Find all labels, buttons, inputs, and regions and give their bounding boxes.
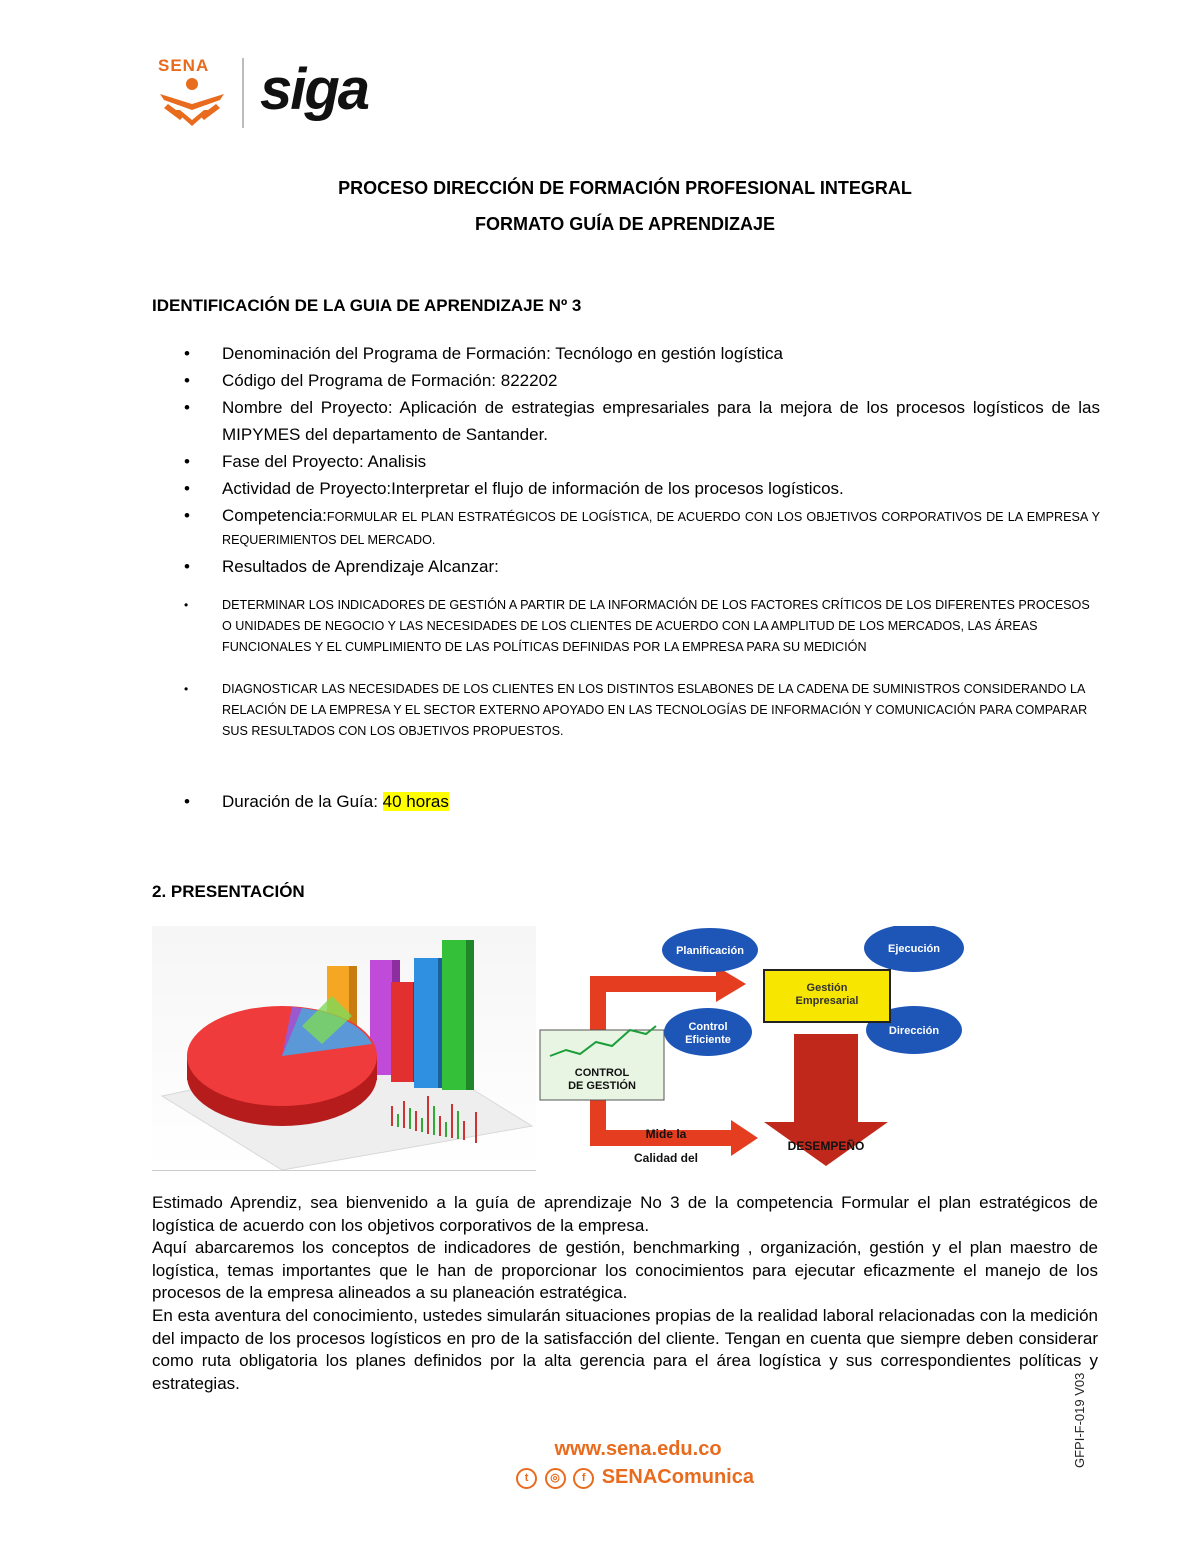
diagram-control-gestion-2: DE GESTIÓN <box>568 1080 636 1092</box>
management-diagram-image <box>536 926 988 1170</box>
diagram-gestion-1: Gestión <box>806 982 848 994</box>
diagram-desempeno: DESEMPEÑO <box>787 1139 865 1153</box>
social-handle: SENAComunica <box>601 1466 754 1488</box>
footer-social[interactable] <box>0 1466 1200 1489</box>
duracion-value: 40 horas <box>382 792 449 811</box>
footer-url-link[interactable]: www.sena.edu.co <box>554 1438 722 1460</box>
paragraph: Estimado Aprendiz, sea bienvenido a la guía de aprendizaje No 3 de la competencia Formular el plan estratégicos de logística de acuerdo con los objetivos corporativos de la empresa. <box>152 1193 1098 1235</box>
bullet-icon: • <box>184 479 190 498</box>
facebook-icon[interactable]: f <box>573 1468 594 1489</box>
presentation-heading: 2. PRESENTACIÓN <box>152 882 305 901</box>
bullet-icon: • <box>184 792 190 811</box>
document-code: GFPI-F-019 V03 <box>1072 1372 1087 1468</box>
bullet-icon: • <box>184 452 190 471</box>
list-item: • Nombre del Proyecto: Aplicación de estrategias empresariales para la mejora de los procesos logísticos de las MIPYMES del departamento de Santander. <box>150 394 1100 448</box>
sena-logo-icon <box>154 76 230 128</box>
diagram-direccion: Dirección <box>888 1025 940 1037</box>
sena-logo-text: SENA <box>158 56 210 75</box>
diagram-control-gestion-1: CONTROL <box>574 1067 630 1079</box>
resultado-item: • DIAGNOSTICAR LAS NECESIDADES DE LOS CLIENTES EN LOS DISTINTOS ESLABONES DE LA CADENA DE SUMINISTROS CONSIDERANDO LA RELACIÓN DE LA EMPRESA Y EL SECTOR EXTERNO APOYADO EN LAS TECNOLOGÍAS DE INFORMACIÓN Y COMUNICACIÓN PARA COMPARAR SUS RESULTADOS CON LOS OBJETIVOS PROPUESTOS. <box>150 679 1100 742</box>
bullet-icon: • <box>184 344 190 363</box>
list-item: • Actividad de Proyecto:Interpretar el flujo de información de los procesos logísticos. <box>150 475 1100 502</box>
diagram-gestion-2: Empresarial <box>795 995 859 1007</box>
list-item: • Denominación del Programa de Formación: Tecnólogo en gestión logística <box>150 340 1100 367</box>
diagram-mide-1: Mide la <box>645 1127 687 1141</box>
diagram-control-1: Control <box>688 1021 728 1033</box>
list-item-competencia: • Competencia:FORMULAR EL PLAN ESTRATÉGICOS DE LOGÍSTICA, DE ACUERDO CON LOS OBJETIVOS CORPORATIVOS DE LA EMPRESA Y REQUERIMIENTOS DEL MERCADO. <box>184 506 1100 547</box>
bullet-icon: • <box>184 682 189 696</box>
diagram-mide-2: Calidad del <box>633 1151 699 1165</box>
logo-header <box>150 52 390 132</box>
paragraph: Aquí abarcaremos los conceptos de indicadores de gestión, benchmarking , organización, gestión y el plan maestro de logística, temas importantes que le han de proporcionar los conocimientos para ejecutar eficazmente el manejo de los procesos de la empresa alineados a su planeación estratégica. <box>152 1238 1098 1303</box>
page-title-line2: FORMATO GUÍA DE APRENDIZAJE <box>474 214 775 234</box>
twitter-icon[interactable]: t <box>516 1468 537 1489</box>
instagram-icon[interactable]: ◎ <box>545 1468 566 1489</box>
paragraph: En esta aventura del conocimiento, ustedes simularán situaciones propias de la realidad laboral relacionadas con la medición del impacto de los procesos logísticos en pro de la satisfacción del cliente. Tengan en cuenta que siempre deben considerar como ruta obligatoria los planes definidos por la alta gerencia para el área logística y sus correspondientes políticas y estrategias. <box>152 1305 1098 1393</box>
bullet-icon: • <box>184 557 190 576</box>
page-title-line1: PROCESO DIRECCIÓN DE FORMACIÓN PROFESIONAL INTEGRAL <box>338 178 912 198</box>
diagram-control-2: Eficiente <box>685 1034 731 1046</box>
resultado-item: • DETERMINAR LOS INDICADORES DE GESTIÓN A PARTIR DE LA INFORMACIÓN DE LOS FACTORES CRÍTICOS DE LOS DIFERENTES PROCESOS O UNIDADES DE NEGOCIO Y LAS NECESIDADES DE LOS CLIENTES DE ACUERDO CON LA AMPLITUD DE LOS MERCADOS, LAS ÁREAS FUNCIONALES Y EL CUMPLIMIENTO DE LAS POLÍTICAS DEFINIDAS POR LA EMPRESA PARA SU MEDICIÓN <box>150 595 1100 658</box>
list-item-resultados: • Resultados de Aprendizaje Alcanzar: <box>150 553 1100 580</box>
diagram-ejecucion: Ejecución <box>888 943 940 955</box>
bullet-icon: • <box>184 371 190 390</box>
presentation-text <box>152 1192 1098 1395</box>
list-item-duracion: • Duración de la Guía: 40 horas <box>150 788 1100 815</box>
identification-list <box>150 340 1100 815</box>
logo-divider <box>242 58 244 128</box>
chart-illustration-image <box>152 926 536 1171</box>
list-item: • Código del Programa de Formación: 822202 <box>150 367 1100 394</box>
bullet-icon: • <box>184 398 190 417</box>
diagram-planificacion: Planificación <box>676 945 744 957</box>
list-item: • Fase del Proyecto: Analisis <box>150 448 1100 475</box>
identification-heading: IDENTIFICACIÓN DE LA GUIA DE APRENDIZAJE Nº 3 <box>152 296 582 315</box>
bullet-icon: • <box>184 506 190 525</box>
presentation-images <box>152 926 988 1170</box>
siga-logo: siga <box>260 57 369 122</box>
bullet-icon: • <box>184 598 189 612</box>
